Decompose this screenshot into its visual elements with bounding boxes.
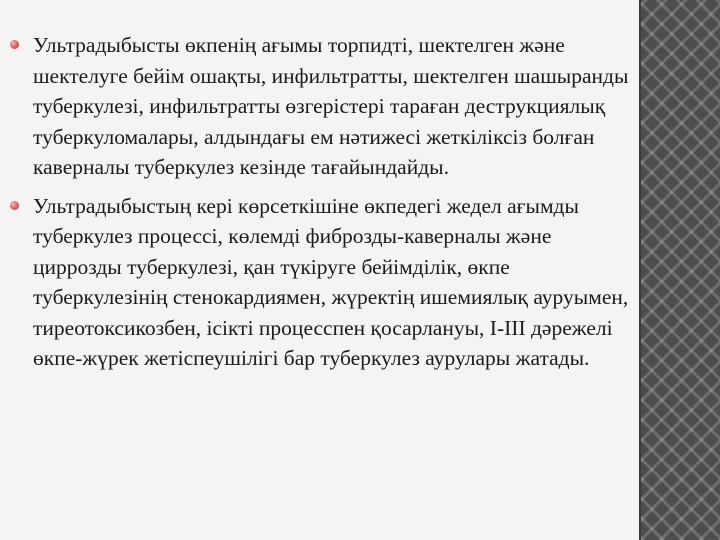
decorative-side-panel bbox=[639, 0, 720, 540]
bullet-item bbox=[10, 191, 630, 374]
bullet-text: Ультрадыбыстың кері көрсеткішіне өкпедегі жедел ағымды туберкулез процессі, көлемді фиброзды-каверналы және циррозды туберкулезі, қан түкіруге бейімділік, өкпе туберкулезінің стенокардиямен, жүректің ишемиялық ауруымен, тиреотоксикозбен, ісікті процесспен қосарлануы, I-III дәрежелі өкпе-жүрек жетіспеушілігі бар туберкулез аурулары жатады. bbox=[33, 193, 629, 370]
bullet-dot-icon bbox=[10, 201, 19, 210]
bullet-text: Ультрадыбысты өкпенің ағымы торпидті, шектелген және шектелуге бейім ошақты, инфильтратты, шектелген шашыранды туберкулезі, инфильтратты өзгерістері тараған деструкциялық туберкуломалары, алдындағы ем нәтижесі жеткіліксіз болған каверналы туберкулез кезінде тағайындайды. bbox=[33, 33, 629, 179]
slide-body bbox=[10, 30, 630, 382]
bullet-item bbox=[10, 30, 630, 183]
bullet-dot-icon bbox=[10, 40, 19, 49]
